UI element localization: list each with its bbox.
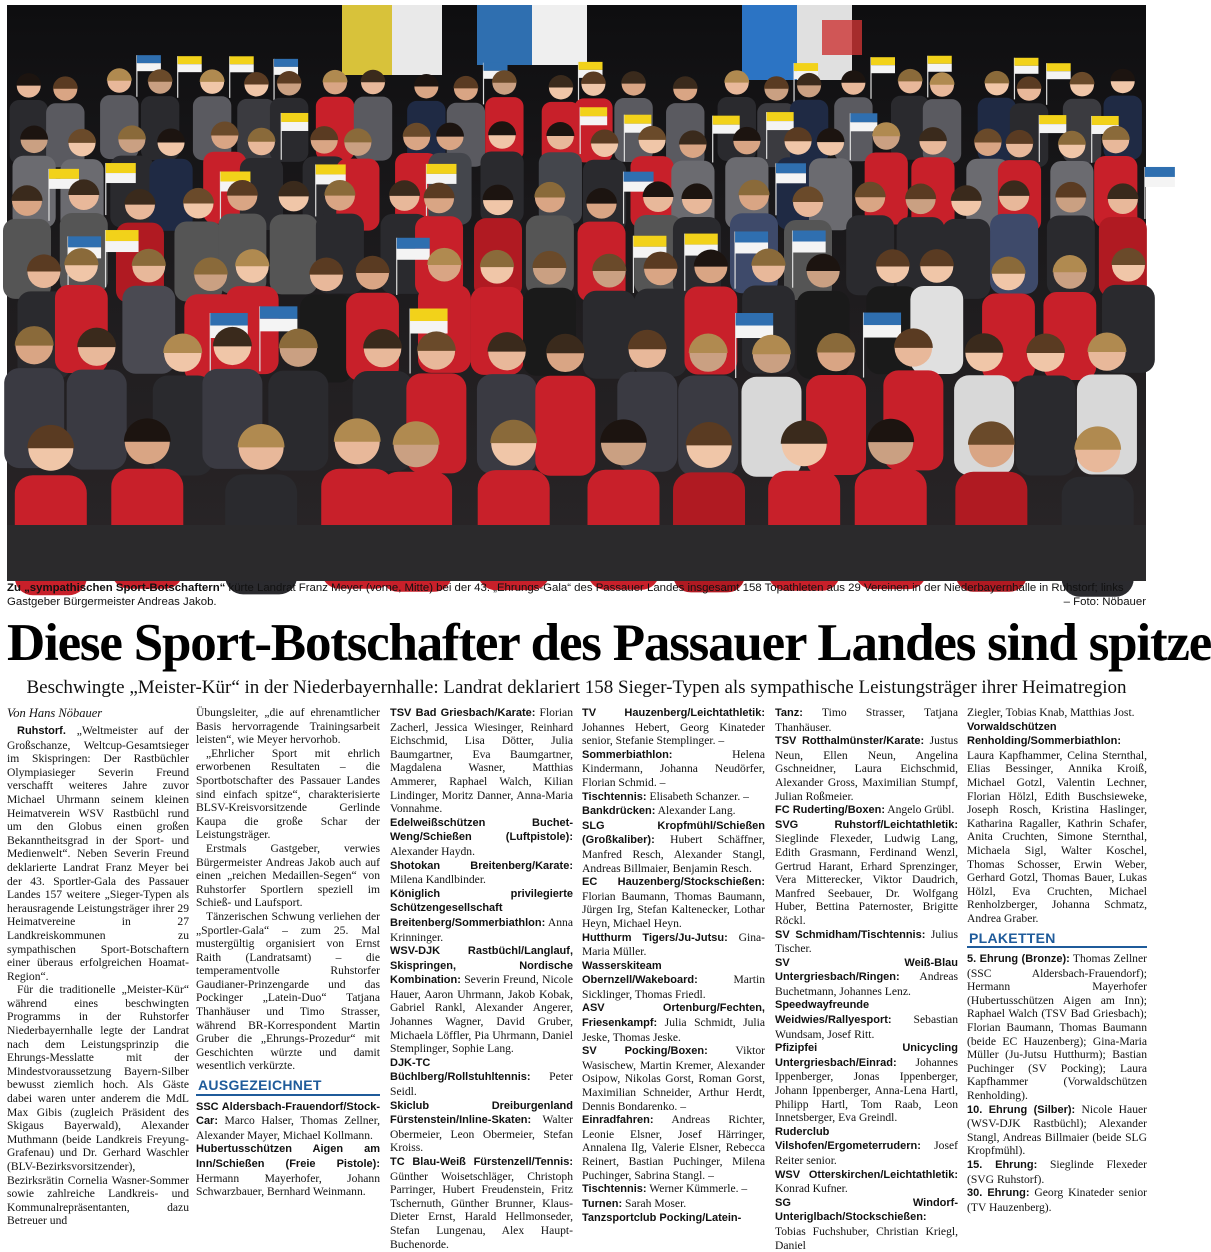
awardee-entry — [775, 1125, 958, 1168]
article-column-5 — [775, 706, 958, 1252]
athlete-names: Hubert Schäffner, Manfred Resch, Alexander Stangl, Andreas Billmaier, Benjamin Resch. — [582, 833, 765, 875]
flag-stripe-top — [767, 112, 794, 121]
person-body — [270, 214, 318, 294]
awardee-entry — [582, 790, 765, 805]
athlete-names: Sieglinde Flexeder (SVG Ruhstorf). — [967, 1158, 1148, 1186]
article-paragraph: Ruhstorf. „Weltmeister auf der Großschanze, Weltcup-Gesamtsieger im Skispringen: Der Rastbüchler Olympiasieger Severin Freund verschafft weiteres Jahre zuvor Michael Uhrmann seinem kleinen Heimatverein WSV Rastbüchl rund um den Globus einen großen Bekanntheitsgrad in der Sport- und Medienwelt“. Neben Severin Freund deklarierte Landrat Franz Meyer bei der 43. Sportler-Gala des Passauer Landes 157 weitere „Sieger-Typen als herausragende Leistungsträger ihrer 29 Heimatvereine in 27 Landkreiskommunen zu sympathischen Sport-Botschaftern einer überaus erfolgreichen Hoamat-Region“. — [7, 724, 189, 983]
flag-stripe-bottom — [106, 173, 136, 183]
athlete-names: Alexander Haydn. — [390, 844, 475, 858]
awardee-entry — [775, 803, 958, 818]
awardee-entry — [775, 1196, 958, 1252]
club-name: Tanzsportclub Pocking/Latein- — [582, 1212, 742, 1225]
awardee-entry — [582, 875, 765, 930]
awardee-entry — [775, 956, 958, 999]
club-name: SG Windorf-Unteriglbach/Stockschießen: — [775, 1196, 958, 1224]
club-name: Königlich privilegierte Schützengesellschaft Breitenberg/Sommerbiathlon: — [390, 887, 573, 929]
athlete-names: Anna Krinninger. — [390, 915, 573, 944]
awardee-list — [390, 706, 573, 1251]
awardee-entry — [582, 959, 765, 1002]
athlete-names: Florian Baumann, Thomas Baumann, Jürgen Irg, Stefan Kaltenecker, Lothar Heyn, Michael Heyn. — [582, 889, 765, 930]
club-name: Ruderclub Vilshofen/Ergometerrudern: — [775, 1125, 921, 1153]
athlete-names: Tobias Fuchshuber, Christian Kriegl, Daniel — [775, 1224, 958, 1252]
flag-stripe-top — [1047, 63, 1071, 71]
awardee-list — [967, 720, 1147, 926]
flag-stripe-top — [230, 56, 254, 64]
club-name: 10. Ehrung (Silber): — [967, 1103, 1076, 1116]
awardee-list — [582, 706, 765, 1226]
club-name: Vorwaldschützen Renholding/Sommerbiathlon: — [967, 720, 1121, 748]
athlete-names: Justus Neun, Ellen Neun, Angelina Gschneidner, Laura Eichschmid, Alexander Gross, Maximilian Stumpf, Julian Roßmeier. — [775, 734, 958, 803]
awardee-entry — [582, 1044, 765, 1113]
club-name: Hutthurm Tigers/Ju-Jutsu: — [582, 931, 728, 944]
athlete-names: Johannes Hebert, Georg Kinateder senior, Stefanie Stemplinger. – — [582, 720, 765, 748]
athlete-names: Angelo Grübl. — [885, 803, 955, 817]
club-name: TV Hauzenberg/Leichtathletik: — [582, 707, 765, 719]
flag-stripe-bottom — [767, 121, 794, 130]
club-name: SLG Kropfmühl/Schießen (Großkaliber): — [582, 819, 765, 847]
flag-stripe-top — [178, 56, 202, 64]
club-name: DJK-TC Büchlberg/Rollstuhltennis: — [390, 1056, 531, 1084]
athlete-names: Georg Kinateder senior (TV Hauzenberg). — [967, 1186, 1148, 1214]
athlete-names: Milena Kandlbinder. — [390, 873, 486, 887]
athlete-names: Walter Obermeier, Leon Obermeier, Stefan Kroiss. — [390, 1113, 573, 1155]
flag-stripe-bottom — [178, 64, 202, 72]
awardee-entry — [967, 1158, 1147, 1186]
article-column-1 — [7, 724, 189, 1228]
athlete-names: Günther Woisetschläger, Christoph Parringer, Hubert Freudenstein, Fritz Tschernuth, Günther Brunner, Klaus-Dieter Ernst, Harald Hellmonseder, Stefan Lungenau, Alex Haupt-Buchenorde. — [390, 1169, 573, 1251]
flag-stripe-top — [484, 63, 508, 71]
club-name: Edelweißschützen Buchet-Weng/Schießen (Luftpistole): — [390, 816, 573, 844]
awardee-entry — [775, 706, 958, 734]
athlete-names: Thomas Zellner (SSC Aldersbach-Frauendorf); Hermann Mayerhofer (Hubertusschützen Aigen am Inn); Raphael Walch (TSV Bad Griesbach); Florian Baumann, Thomas Baumann (beide EC Hauzenberg); Gina-Maria Müller (Ju-Jutsu Hutthurm); Bastian Puchinger (SV Pocking); Laura Kapfhammer (Vorwaldschützen Renholding). — [967, 952, 1147, 1103]
caption-text: kürte Landrat Franz Meyer (vorne, Mitte) bei der 43. „Ehrungs-Gala“ des Passauer Landes insgesamt 158 Topathleten aus 29 Vereinen in der Niederbayernhalle in Ruhstorf; links Gastgeber Bürgermeister Andreas Jakob. — [7, 582, 1124, 608]
club-name: Turnen: — [582, 1197, 623, 1210]
awardee-entry — [775, 1168, 958, 1196]
club-name: FC Ruderting/Boxen: — [775, 804, 885, 817]
club-name: Wasserskiteam Obernzell/Wakeboard: — [582, 959, 698, 987]
club-name: SSC Aldersbach-Frauendorf/Stock-Car: — [196, 1100, 380, 1128]
athlete-names: Florian Zacherl, Jessica Wiesinger, Reinhard Eichschmid, Lisa Dötter, Julia Baumgartner, Eva Baumgartner, Magdalena Wasner, Matthias Ammerer, Raphael Walch, Kilian Lindinger, Moritz Danner, Anna-Maria Vonnahme. — [390, 706, 573, 816]
club-name: 5. Ehrung (Bronze): — [967, 953, 1070, 966]
flag-stripe-bottom — [230, 64, 254, 72]
flag-stripe-top — [580, 107, 607, 116]
person-body — [67, 370, 127, 470]
athlete-names: Andreas Buchetmann, Johannes Lenz. — [775, 970, 958, 998]
awardee-entry — [582, 819, 765, 875]
club-name: TSV Bad Griesbach/Karate: — [390, 707, 536, 719]
article-paragraph: Tänzerischen Schwung verliehen der „Sportler-Gala“ – zum 25. Mal mustergültig organisiert von Ernst Raith (Landratsamt) – die temperamentvolle Ruhstorfer Gaudianer-Prinzengarde und das Pockinger „Latein-Duo“ Tatjana Thanhäuser und Timo Strasser, während BR-Korrespondent Martin Gruber die „Ehrungs-Prozedur“ mit Geschichten würzte und damit wesentlich verkürzte. — [196, 909, 380, 1073]
awardee-entry — [390, 887, 573, 944]
club-name: Bankdrücken: — [582, 805, 656, 818]
awardee-entry — [582, 1001, 765, 1044]
athlete-names: Laura Kapfhammer, Celina Sternthal, Elias Bessinger, Annika Kroiß, Michael Gotzl, Valentin Lechner, Florian Hölzl, Edith Buschsieweke, Joseph Rosch, Kristina Haslinger, Katharina Ragaller, Kathrin Schafer, Anita Cruchten, Simone Sternthal, Michaela Sigl, Walter Koschel, Thomas Schosser, Erwin Weber, Gerhard Gotzl, Thomas Bauer, Lukas Hölzl, Eva Cruchten, Michael Renholzberger, Johanna Schmatz, Andrea Graber. — [967, 748, 1147, 925]
flag-stripe-top — [281, 113, 308, 122]
athlete-names: Timo Strasser, Tatjana Thanhäuser. — [775, 706, 958, 734]
flag-stripe-top — [106, 163, 136, 173]
club-name: SVG Ruhstorf/Leichtathletik: — [775, 818, 958, 831]
flag-stripe-bottom — [580, 116, 607, 125]
awardee-list — [775, 706, 958, 1252]
awardee-entry — [582, 748, 765, 790]
club-name: Tischtennis: — [582, 1183, 647, 1196]
flag-stripe-top — [871, 57, 895, 65]
flag-stripe-bottom — [1014, 66, 1038, 74]
club-name: TC Blau-Weiß Fürstenzell/Tennis: — [390, 1156, 573, 1168]
flag-stripe-top — [864, 313, 902, 326]
flag-stripe-top — [793, 231, 826, 242]
athlete-names: Johannes Ippenberger, Jonas Ippenberger, Johann Ippenberger, Anna-Lena Hartl, Philipp Hartl, Tom Raab, Leon Innetsberger, Eva Greindl. — [775, 1055, 958, 1125]
flag-stripe-bottom — [106, 241, 139, 252]
awardee-entry — [775, 998, 958, 1041]
athlete-names: Josef Reiter senior. — [775, 1139, 958, 1167]
athlete-names: Andreas Richter, Leonie Elsner, Josef Härringer, Annalena Ilg, Valerie Elsner, Rebecca Reinert, Bastian Puchinger, Milena Puchinger, Sabrina Stangl. – — [582, 1113, 765, 1182]
club-name: Hubertusschützen Aigen am Inn/Schießen (Freie Pistole): — [196, 1143, 380, 1170]
club-name: Pfizipfei Unicycling Untergriesbach/Einrad: — [775, 1042, 958, 1069]
flag-stripe-top — [735, 231, 768, 242]
club-name: EC Hauzenberg/Stockschießen: — [582, 876, 765, 889]
club-name: WSV Otterskirchen/Leichtathletik: — [775, 1168, 958, 1181]
flag-stripe-top — [316, 164, 346, 174]
awardee-entry — [582, 1182, 765, 1197]
article-column-3 — [390, 706, 573, 1251]
flag-stripe-top — [1014, 58, 1038, 66]
flag-stripe-top — [1092, 116, 1119, 125]
awardee-entry — [582, 706, 765, 748]
section-heading-ausgezeichnet: AUSGEZEICHNET — [196, 1077, 380, 1096]
awardee-entry — [390, 944, 573, 1056]
article-paragraph: Erstmals Gastgeber, verwies Bürgermeister Andreas Jakob auch auf einen „reichen Medaillen-Segen“ von Ruhstorfer Sportlern speziell im Schieß- und Laufsport. — [196, 841, 380, 910]
awardee-entry — [775, 734, 958, 803]
flag-stripe-bottom — [871, 65, 895, 73]
flag-stripe-top — [426, 164, 456, 174]
flag-stripe-top — [685, 234, 718, 245]
awardee-entry — [967, 952, 1147, 1103]
byline: Von Hans Nöbauer — [7, 706, 103, 720]
photo-credit: – Foto: Nöbauer — [1063, 595, 1146, 608]
awardee-continuation: Ziegler, Tobias Knab, Matthias Jost. — [967, 706, 1135, 719]
dateline: Ruhstorf. — [17, 725, 66, 737]
article-column-6 — [967, 706, 1147, 1214]
club-name: Einradfahren: — [582, 1114, 654, 1127]
flag-stripe-bottom — [850, 122, 877, 131]
awardee-entry — [775, 818, 958, 928]
awardee-entry — [967, 720, 1147, 926]
athlete-names: Sarah Moser. — [622, 1196, 687, 1210]
flag-stripe-bottom — [281, 122, 308, 131]
flag-stripe-top — [68, 236, 101, 247]
athlete-names: Julia Schmidt, Julia Jeske, Thomas Jeske. — [582, 1016, 765, 1044]
group-photo-illustration — [7, 5, 1146, 581]
club-name: Tischtennis: — [582, 790, 647, 803]
club-name: WSV-DJK Rastbüchl/Langlauf, Skispringen, Nordische Kombination: — [390, 945, 573, 987]
flag-stripe-bottom — [776, 173, 806, 183]
awardee-entry — [582, 1197, 765, 1212]
flag-stripe-top — [624, 172, 654, 182]
awardee-entry — [390, 816, 573, 859]
flag-stripe-top — [776, 163, 806, 173]
athlete-names: Alexander Lang. — [655, 804, 736, 818]
flag-stripe-bottom — [864, 325, 902, 338]
club-name: Sommerbiathlon: — [582, 748, 673, 761]
flag-stripe-bottom — [260, 319, 298, 332]
athlete-names: Helena Kindermann, Johanna Neudörfer, Florian Schmid. – — [582, 747, 765, 789]
flag-stripe-top — [410, 309, 448, 322]
plaketten-list — [967, 952, 1147, 1214]
awardee-entry — [582, 931, 765, 959]
awardee-entry — [582, 1211, 765, 1226]
article-column-4 — [582, 706, 765, 1225]
flag-stripe-bottom — [1039, 124, 1066, 133]
flag-stripe-top — [794, 63, 818, 71]
flag-stripe-top — [736, 313, 774, 326]
athlete-names: Gina-Maria Müller. — [582, 930, 765, 959]
club-name: Shotokan Breitenberg/Karate: — [390, 859, 573, 872]
flag-stripe-top — [624, 115, 651, 124]
club-name: 15. Ehrung: — [967, 1159, 1038, 1171]
club-name: Speedwayfreunde Weidwies/Rallyesport: — [775, 999, 892, 1027]
flag-stripe-bottom — [410, 321, 448, 334]
awardee-entry — [390, 1056, 573, 1099]
flag-stripe-bottom — [1047, 71, 1071, 79]
club-name: TSV Rotthalmünster/Karate: — [775, 735, 925, 748]
awardee-entry — [196, 1100, 380, 1143]
person-body — [535, 376, 595, 476]
flag-stripe-top — [928, 56, 952, 64]
awardee-entry — [390, 1155, 573, 1251]
club-name: ASV Ortenburg/Fechten, Friesenkampf: — [582, 1002, 765, 1030]
athlete-names: Werner Kümmerle. – — [646, 1182, 748, 1196]
flag-stripe-bottom — [426, 174, 456, 184]
article-paragraph: Übungsleiter, „die auf ehrenamtlicher Basis hervorragende Trainingsarbeit leisten“, wie Meyer hervorhob. — [196, 706, 380, 747]
article-column-2 — [196, 706, 380, 1214]
flag-stripe-top — [49, 169, 79, 179]
flag-stripe-bottom — [928, 64, 952, 72]
athlete-names: Julius Tischer. — [775, 927, 958, 956]
caption-lead: Zu „sympathischen Sport-Botschaftern“ — [7, 582, 226, 594]
athlete-names: Hermann Mayerhofer, Johann Schwarzbauer, Bernhard Weinmann. — [196, 1171, 380, 1199]
athlete-names: Viktor Wasischew, Martin Kremer, Alexander Osipow, Nikolas Gorst, Roman Gorst, Maximilian Schneider, Arthur Herdt, Dennis Bondarenko. – — [582, 1044, 765, 1113]
flag-stripe-top — [579, 62, 603, 70]
awardee-entry — [582, 1113, 765, 1182]
flag-stripe-bottom — [397, 249, 430, 260]
flag-stripe-top — [210, 313, 248, 326]
athlete-names: Peter Seidl. — [390, 1070, 573, 1099]
awardee-entry — [775, 1041, 958, 1125]
flag-stripe-top — [850, 113, 877, 122]
section-heading-plaketten: PLAKETTEN — [967, 930, 1147, 949]
flag-stripe-top — [220, 171, 250, 181]
club-name: Skiclub Dreiburgenland Fürstenstein/Inline-Skaten: — [390, 1099, 573, 1127]
athlete-names: Martin Sicklinger, Thomas Friedl. — [582, 973, 765, 1001]
flag-stripe-top — [260, 306, 298, 319]
flag-stripe-top — [106, 230, 139, 241]
club-name: SV Weiß-Blau Untergriesbach/Ringen: — [775, 956, 958, 984]
awardee-entry — [967, 1103, 1147, 1158]
club-name: SV Pocking/Boxen: — [582, 1045, 708, 1058]
awardee-entry — [967, 1186, 1147, 1214]
awardee-entry — [775, 928, 958, 956]
flag-stripe-top — [137, 55, 161, 63]
athlete-names: Severin Freund, Nicole Hauer, Aaron Uhrmann, Jakob Kobak, Gabriel Rankl, Alexander Angerer, Johannes Wagner, David Gruber, Michaela Löffler, Pia Uhrmann, Daniel Stemplinger, Sophie Lang. — [390, 973, 573, 1056]
club-name: SV Schmidham/Tischtennis: — [775, 928, 926, 941]
flag-stripe-top — [633, 236, 666, 247]
flag-stripe-bottom — [793, 242, 826, 253]
flag-stripe-bottom — [713, 125, 740, 134]
flag-stripe-top — [397, 238, 430, 249]
photo-caption — [7, 582, 1146, 609]
flag-stripe-bottom — [1145, 177, 1175, 187]
athlete-names: Elisabeth Schanzer. – — [646, 789, 749, 803]
athlete-names: Marco Halser, Thomas Zellner, Alexander Mayer, Michael Kollmann. — [196, 1114, 380, 1142]
awardee-entry — [582, 804, 765, 819]
subheadline: Beschwingte „Meister-Kür“ in der Niederbayernhalle: Landrat deklariert 158 Sieger-Typen als sympathische Leistungsträger ihrer Heimatregion — [26, 677, 1127, 698]
club-name: Tanz: — [775, 707, 803, 719]
awardee-list — [196, 1100, 380, 1199]
flag-stripe-top — [1145, 167, 1175, 177]
athlete-names: Sebastian Wundsam, Josef Ritt. — [775, 1013, 958, 1041]
awardee-entry — [390, 706, 573, 816]
awardee-entry — [196, 1142, 380, 1198]
awardee-entry — [390, 859, 573, 887]
group-photo — [7, 5, 1146, 581]
person-body — [1016, 375, 1076, 475]
flag-stripe-top — [713, 116, 740, 125]
headline: Diese Sport-Botschafter des Passauer Landes sind spitze — [7, 614, 1211, 672]
athlete-names: Sieglinde Flexeder, Ludwig Lang, Edith Grasmann, Ferdinand Wenzl, Gertrud Harant, Erhard Sprenzinger, Vera Mitterecker, Viktor Daudrich, Manfred Seebauer, Dr. Wolfgang Huber, Bettina Paternoster, Brigitte Röckl. — [775, 832, 958, 927]
flag-stripe-top — [1039, 115, 1066, 124]
flag-stripe-top — [274, 59, 298, 67]
club-name: 30. Ehrung: — [967, 1187, 1030, 1200]
article-paragraph: „Ehrlicher Sport mit ehrlich erworbenen Resultaten – die Sportbotschafter des Passauer Landes sind einfach spitze“, charakterisierte BLSV-Kreisvorsitzende Gerlinde Kaupa die große Schar der Leistungsträger. — [196, 746, 380, 842]
person-body — [583, 291, 636, 379]
athlete-names: Nicole Hauer (WSV-DJK Rastbüchl); Alexander Stangl, Andreas Billmaier (beide SLG Kropfmühl). — [967, 1102, 1147, 1158]
athlete-names: Konrad Kufner. — [775, 1182, 848, 1196]
article-paragraph: Für die traditionelle „Meister-Kür“ während eines beschwingten Programms in der Ruhstorfer Niederbayernhalle legte der Landrat nach dem Leistungsprinzip die Ehrungs-Messlatte mit der Mindestvoraussetzung Bayern-Silber bewusst ziemlich hoch. Als Gäste dabei waren unter anderem die MdL Max Gibis (zugleich Präsident des Skigaus Bayerwald), Alexander Muthmann (beide Landkreis Freyung-Grafenau) und Dr. Gerhard Waschler (BLV-Bezirksvorsitzender), Bezirksrätin Cornelia Wasner-Sommer sowie zahlreiche Landkreis- und Kommunalrepräsentanten, dazu Betreuer und — [7, 983, 189, 1228]
awardee-entry — [390, 1099, 573, 1155]
